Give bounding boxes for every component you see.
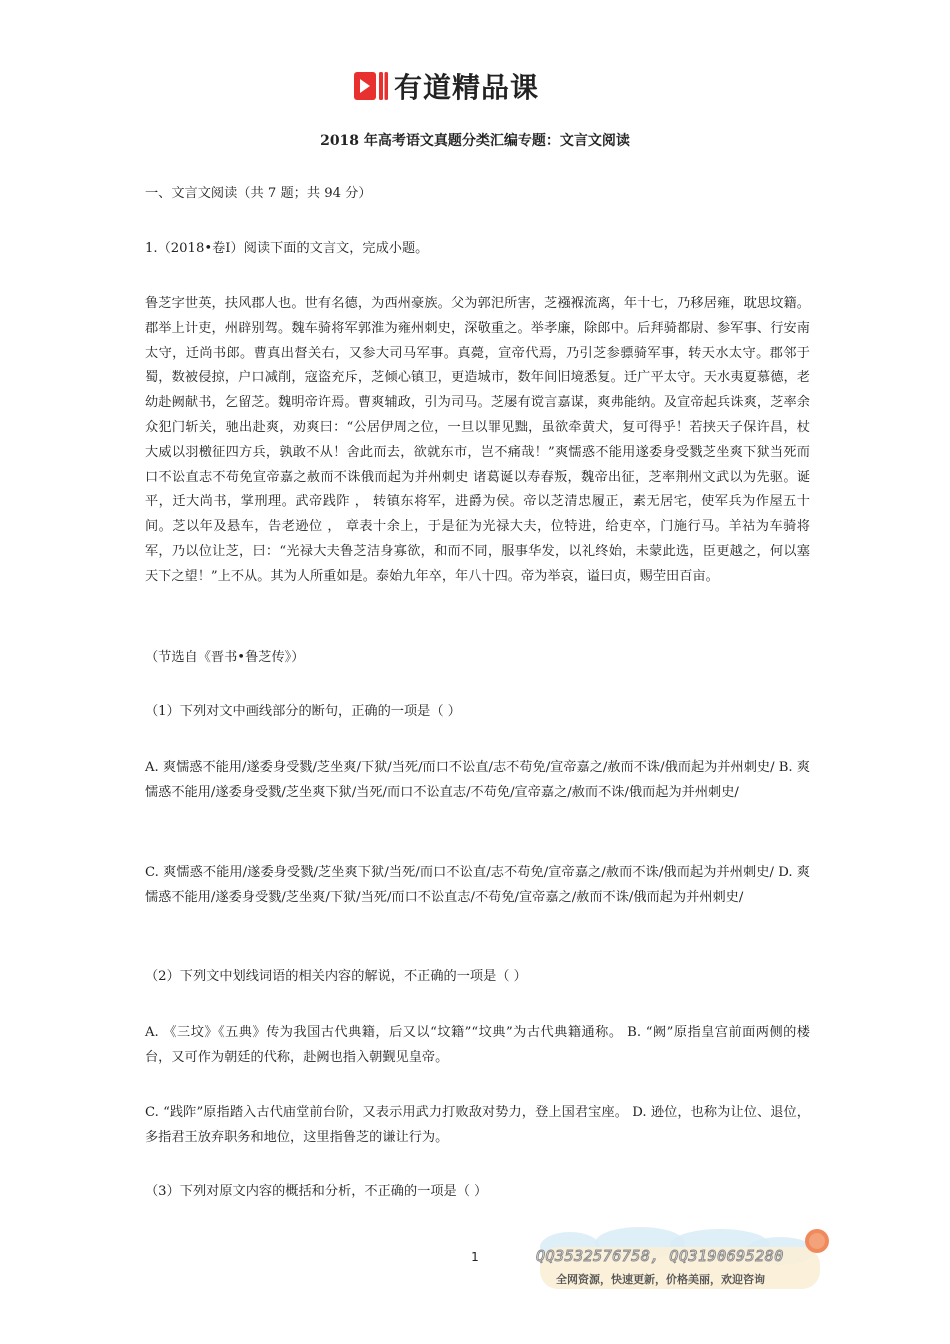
youdao-play-icon [354, 70, 388, 102]
question-1-options-ab: A. 爽懦惑不能用/遂委身受戮/芝坐爽/下狱/当死/而口不讼直/志不苟免/宣帝嘉之/赦而不诛/俄而起为并州刺史/ B. 爽懦惑不能用/遂委身受戮/芝坐爽下狱/当死/而口不讼直志/不苟免/宣帝嘉之/赦而不诛/俄而起为并州刺史/ [145, 760, 810, 800]
brand-logo [354, 68, 539, 104]
question-1-options-cd: C. 爽懦惑不能用/遂委身受戮/芝坐爽下狱/当死/而口不讼直/志不苟免/宣帝嘉之/赦而不诛/俄而起为并州刺史/ D. 爽懦惑不能用/遂委身受戮/芝坐爽/下狱/当死/而口不讼直志/不苟免/宣帝嘉之/赦而不诛/俄而起为并州刺史/ [145, 865, 810, 905]
page-number: 1 [471, 1250, 479, 1264]
passage-source: （节选自《晋书•鲁芝传》） [145, 650, 305, 665]
question-1: （1）下列对文中画线部分的断句，正确的一项是（ ） [145, 704, 461, 719]
question-intro: 1.（2018•卷Ⅰ）阅读下面的文言文，完成小题。 [145, 241, 429, 256]
question-2: （2）下列文中划线词语的相关内容的解说，不正确的一项是（ ） [145, 969, 527, 984]
question-2-options-cd: C. “践阼”原指踏入古代庙堂前台阶，又表示用武力打败敌对势力，登上国君宝座。 D. 逊位，也称为让位、退位，多指君王放弃职务和地位，这里指鲁芝的谦让行为。 [145, 1105, 810, 1145]
document-title: 2018 年高考语文真题分类汇编专题：文言文阅读 [320, 133, 630, 149]
watermark-qq: QQ3532576758, QQ3190695280 [536, 1247, 784, 1265]
passage-text: 鲁芝字世英，扶风郡人也。世有名德，为西州豪族。父为郭汜所害，芝襁褓流离，年十七，乃移居雍，耽思坟籍。郡举上计吏，州辟别驾。魏车骑将军郭淮为雍州刺史，深敬重之。举孝廉，除郎中。后拜骑都尉、参军事、行安南太守，迁尚书郎。曹真出督关右，又参大司马军事。真薨，宣帝代焉，乃引芝参骠骑军事，转天水太守。郡邻于蜀，数被侵掠，户口减削，寇盗充斥，芝倾心镇卫，更造城市，数年间旧境悉复。迁广平太守。天水夷夏慕德，老幼赴阙献书，乞留芝。魏明帝许焉。曹爽辅政，引为司马。芝屡有谠言嘉谋，爽弗能纳。及宣帝起兵诛爽，芝率余众犯门斩关，驰出赴爽，劝爽曰：“公居伊周之位，一旦以罪见黜，虽欲牵黄犬，复可得乎！若挟天子保许昌，杖大威以羽檄征四方兵，孰敢不从！舍此而去，欲就东市，岂不痛哉！”爽懦惑不能用遂委身受戮芝坐爽下狱当死而口不讼直志不苟免宣帝嘉之赦而不诛俄而起为并州刺史 诸葛诞以寿春叛，魏帝出征，芝率荆州文武以为先驱。诞平，迁大尚书，掌刑理。武帝践阼 ， 转镇东将军，进爵为侯。帝以芝清忠履正，素无居宅，使军兵为作屋五十间。芝以年及悬车，告老逊位 ， 章表十余上，于是征为光禄大夫，位特进，给吏卒，门施行马。羊祜为车骑将军，乃以位让芝，曰：“光禄大夫鲁芝洁身寡欲，和而不同，服事华发，以礼终始，未蒙此选，臣更越之，何以塞天下之望！”上不从。其为人所重如是。泰始九年卒，年八十四。帝为举哀，谥曰贞，赐茔田百亩。 [145, 296, 810, 584]
question-3: （3）下列对原文内容的概括和分析，不正确的一项是（ ） [145, 1184, 488, 1199]
watermark [530, 1225, 835, 1295]
brand-name: 有道精品课 [394, 71, 540, 104]
section-heading: 一、文言文阅读（共 7 题；共 94 分） [145, 186, 372, 201]
watermark-subtitle: 全网资源，快速更新，价格美丽，欢迎咨询 [556, 1273, 765, 1286]
question-2-options-ab: A. 《三坟》《五典》传为我国古代典籍，后又以“坟籍”“坟典”为古代典籍通称。 B. “阙”原指皇宫前面两侧的楼台，又可作为朝廷的代称，赴阙也指入朝觐见皇帝。 [145, 1025, 810, 1065]
